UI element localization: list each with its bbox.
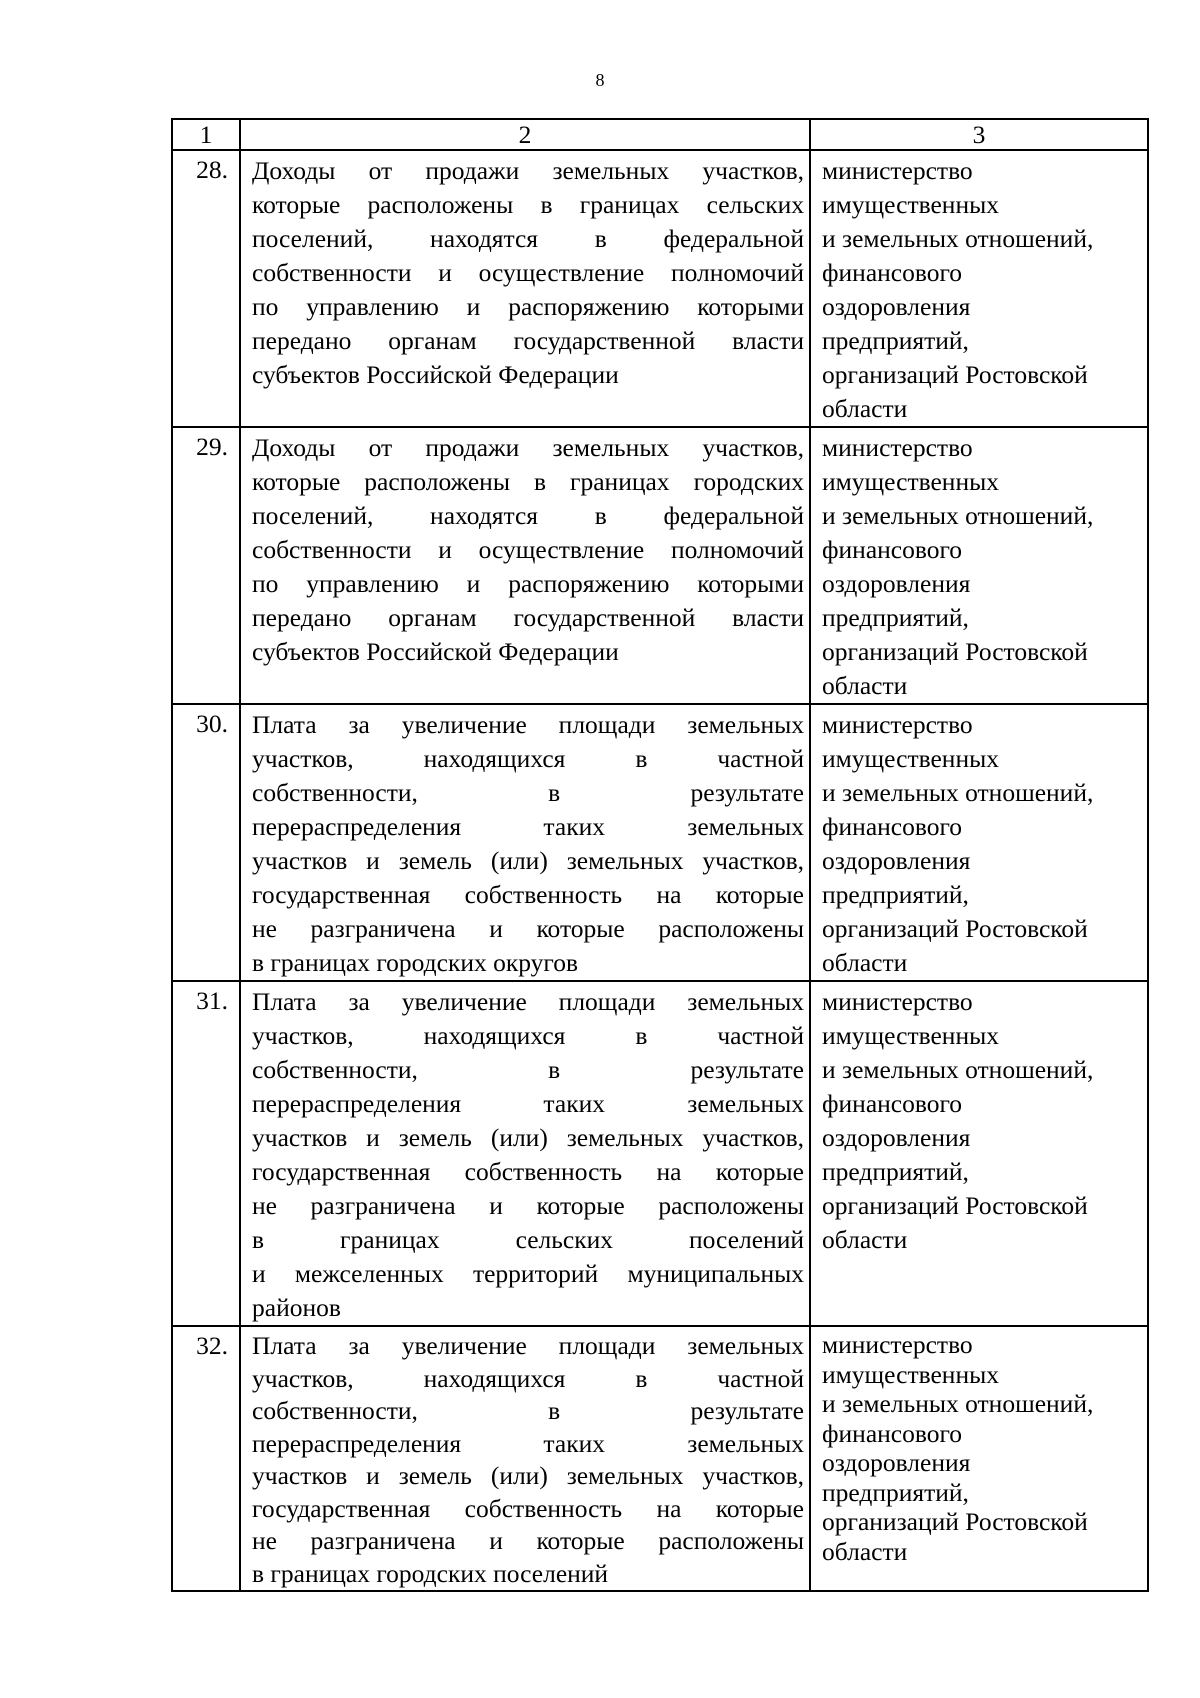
table-header-row: [172, 119, 1148, 150]
organization-line: оздоровления: [822, 846, 971, 875]
description-line: собственности, в результате: [252, 1396, 804, 1425]
description-line: Доходы от продажи земельных участков,: [252, 433, 804, 462]
administrator-organization: [810, 704, 1148, 981]
table-row: [172, 150, 1148, 427]
organization-line: предприятий,: [822, 880, 969, 909]
organization-line: финансового: [822, 535, 963, 564]
description-line: по управлению и распоряжению которыми: [252, 292, 804, 321]
table-row: [172, 427, 1148, 704]
description-line: участков и земель (или) земельных участков,: [252, 846, 804, 875]
organization-line: финансового: [822, 1089, 963, 1118]
organization-line: и земельных отношений,: [822, 1055, 1094, 1084]
row-number: 29.: [172, 427, 240, 704]
table-row: [172, 1326, 1148, 1591]
organization-line: имущественных: [822, 1359, 999, 1389]
organization-line: оздоровления: [822, 1448, 971, 1477]
organization-line: предприятий,: [822, 1477, 969, 1507]
description-line: передано органам государственной власти: [252, 603, 804, 632]
organization-line: области: [822, 671, 908, 700]
description-line: передано органам государственной власти: [252, 326, 804, 355]
description-line: поселений, находятся в федеральной: [252, 501, 804, 530]
description-line: государственная собственность на которые: [252, 880, 804, 909]
description-line: не разграничена и которые расположены: [252, 1526, 804, 1555]
description-line: участков, находящихся в частной: [252, 1021, 804, 1050]
description-line: Плата за увеличение площади земельных: [252, 710, 804, 739]
row-number: 28.: [172, 150, 240, 427]
organization-line: и земельных отношений,: [822, 1389, 1094, 1418]
description-line: которые расположены в границах сельских: [252, 190, 804, 219]
description-line: участков, находящихся в частной: [252, 1363, 804, 1393]
description-line: не разграничена и которые расположены: [252, 1191, 804, 1220]
description-line: собственности и осуществление полномочий: [252, 258, 804, 287]
row-number: 31.: [172, 981, 240, 1326]
column-header-2: 2: [240, 119, 810, 150]
description-line: субъектов Российской Федерации: [252, 360, 619, 389]
organization-line: министерство: [822, 1330, 973, 1359]
organization-line: и земельных отношений,: [822, 501, 1094, 530]
description-line: участков и земель (или) земельных участков,: [252, 1123, 804, 1152]
revenue-description: [240, 981, 810, 1326]
description-line: государственная собственность на которые: [252, 1157, 804, 1186]
organization-line: предприятий,: [822, 603, 969, 632]
organization-line: оздоровления: [822, 292, 971, 321]
table-row: [172, 704, 1148, 981]
organization-line: организаций Ростовской: [822, 360, 1088, 389]
organization-line: министерство: [822, 710, 973, 739]
description-line: и межселенных территорий муниципальных: [252, 1259, 804, 1288]
description-line: участков и земель (или) земельных участков,: [252, 1461, 804, 1490]
description-line: в границах городских округов: [252, 948, 579, 977]
organization-line: имущественных: [822, 190, 999, 219]
revenue-table: [171, 118, 1149, 1592]
organization-line: министерство: [822, 433, 973, 462]
description-line: в границах городских поселений: [252, 1558, 609, 1588]
description-line: перераспределения таких земельных: [252, 1089, 804, 1118]
organization-line: финансового: [822, 812, 963, 841]
column-header-1: 1: [172, 119, 240, 150]
revenue-description: [240, 150, 810, 427]
organization-line: области: [822, 948, 908, 977]
description-line: Плата за увеличение площади земельных: [252, 987, 804, 1016]
description-line: Доходы от продажи земельных участков,: [252, 156, 804, 185]
organization-line: оздоровления: [822, 1123, 971, 1152]
description-line: районов: [252, 1293, 341, 1322]
administrator-organization: [810, 1326, 1148, 1591]
description-line: собственности и осуществление полномочий: [252, 535, 804, 564]
organization-line: предприятий,: [822, 1157, 969, 1186]
page-number: 8: [595, 70, 605, 90]
organization-line: финансового: [822, 1418, 963, 1448]
column-header-3: 3: [810, 119, 1148, 150]
organization-line: области: [822, 1225, 908, 1254]
description-line: участков, находящихся в частной: [252, 744, 804, 773]
organization-line: и земельных отношений,: [822, 224, 1094, 253]
description-line: поселений, находятся в федеральной: [252, 224, 804, 253]
revenue-description: [240, 427, 810, 704]
organization-line: имущественных: [822, 1021, 999, 1050]
organization-line: и земельных отношений,: [822, 778, 1094, 807]
table-row: [172, 981, 1148, 1326]
organization-line: министерство: [822, 156, 973, 185]
organization-line: организаций Ростовской: [822, 1507, 1088, 1536]
table-body: [172, 150, 1148, 1591]
organization-line: области: [822, 1536, 908, 1566]
administrator-organization: [810, 427, 1148, 704]
organization-line: оздоровления: [822, 569, 971, 598]
description-line: по управлению и распоряжению которыми: [252, 569, 804, 598]
organization-line: организаций Ростовской: [822, 1191, 1088, 1220]
organization-line: организаций Ростовской: [822, 914, 1088, 943]
organization-line: организаций Ростовской: [822, 637, 1088, 666]
organization-line: финансового: [822, 258, 963, 287]
revenue-description: [240, 1326, 810, 1591]
organization-line: министерство: [822, 987, 973, 1016]
administrator-organization: [810, 981, 1148, 1326]
description-line: не разграничена и которые расположены: [252, 914, 804, 943]
description-line: субъектов Российской Федерации: [252, 637, 619, 666]
description-line: собственности, в результате: [252, 1055, 804, 1084]
description-line: Плата за увеличение площади земельных: [252, 1331, 804, 1360]
row-number: 30.: [172, 704, 240, 981]
administrator-organization: [810, 150, 1148, 427]
description-line: в границах сельских поселений: [252, 1225, 804, 1254]
description-line: государственная собственность на которые: [252, 1493, 804, 1523]
revenue-description: [240, 704, 810, 981]
row-number: 32.: [172, 1326, 240, 1591]
organization-line: имущественных: [822, 744, 999, 773]
description-line: перераспределения таких земельных: [252, 1428, 804, 1458]
description-line: перераспределения таких земельных: [252, 812, 804, 841]
organization-line: области: [822, 394, 908, 423]
organization-line: имущественных: [822, 467, 999, 496]
description-line: которые расположены в границах городских: [252, 467, 804, 496]
organization-line: предприятий,: [822, 326, 969, 355]
description-line: собственности, в результате: [252, 778, 804, 807]
